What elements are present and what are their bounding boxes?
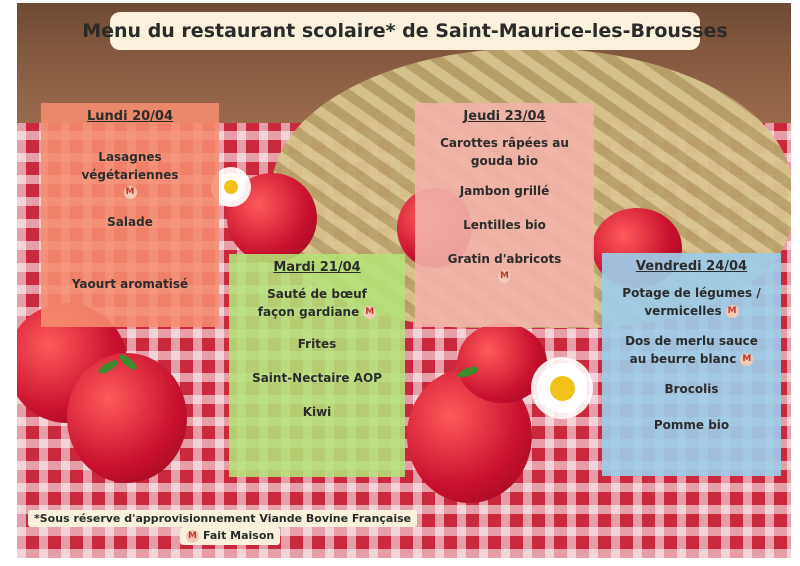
daisy-flower <box>217 173 245 201</box>
dish-item <box>237 285 397 321</box>
homemade-icon: M <box>498 270 511 283</box>
dish-item: Jambon grillé <box>459 184 550 198</box>
day-card-lundi <box>41 103 219 327</box>
homemade-legend <box>180 527 280 545</box>
day-card-jeudi <box>415 103 594 327</box>
homemade-legend-text: Fait Maison <box>203 529 275 542</box>
dish-item: Carottes râpées au gouda bio <box>440 136 569 168</box>
day-title: Vendredi 24/04 <box>635 259 748 274</box>
dish-item: Pomme bio <box>653 418 730 432</box>
homemade-icon: M <box>124 186 137 199</box>
day-title: Lundi 20/04 <box>86 109 173 124</box>
daisy-flower <box>537 363 587 413</box>
strawberry <box>67 353 187 483</box>
dish-text: Sauté de bœuf façon gardiane <box>257 287 367 319</box>
day-title: Mardi 21/04 <box>273 260 361 275</box>
dish-item: Brocolis <box>664 382 719 396</box>
dish-item: Yaourt aromatisé <box>71 277 189 291</box>
dish-item: Gratin d'abricots <box>447 252 562 266</box>
homemade-icon: M <box>740 353 753 366</box>
dish-text: Potage de légumes / vermicelles <box>622 286 761 318</box>
dish-item: Salade <box>107 215 153 229</box>
homemade-icon: M <box>186 530 199 543</box>
day-title: Jeudi 23/04 <box>463 109 546 124</box>
dish-item <box>610 284 773 320</box>
dish-item: Lentilles bio <box>463 218 546 232</box>
day-card-vendredi <box>602 253 781 476</box>
dish-item: Lasagnes végétariennes <box>81 150 179 182</box>
supply-footnote: *Sous réserve d'approvisionnement Viande Bovine Française <box>28 510 417 527</box>
strawberry <box>457 323 547 403</box>
menu-title: Menu du restaurant scolaire* de Saint-Maurice-les-Brousses <box>82 20 728 42</box>
day-card-mardi <box>229 254 405 477</box>
dish-item: Saint-Nectaire AOP <box>252 371 382 385</box>
homemade-icon: M <box>726 305 739 318</box>
dish-text: Dos de merlu sauce au beurre blanc <box>625 334 758 366</box>
menu-title-banner <box>82 12 728 50</box>
dish-item <box>610 332 773 368</box>
dish-item: Frites <box>297 337 337 351</box>
homemade-icon: M <box>363 306 376 319</box>
dish-item: Kiwi <box>302 405 332 419</box>
